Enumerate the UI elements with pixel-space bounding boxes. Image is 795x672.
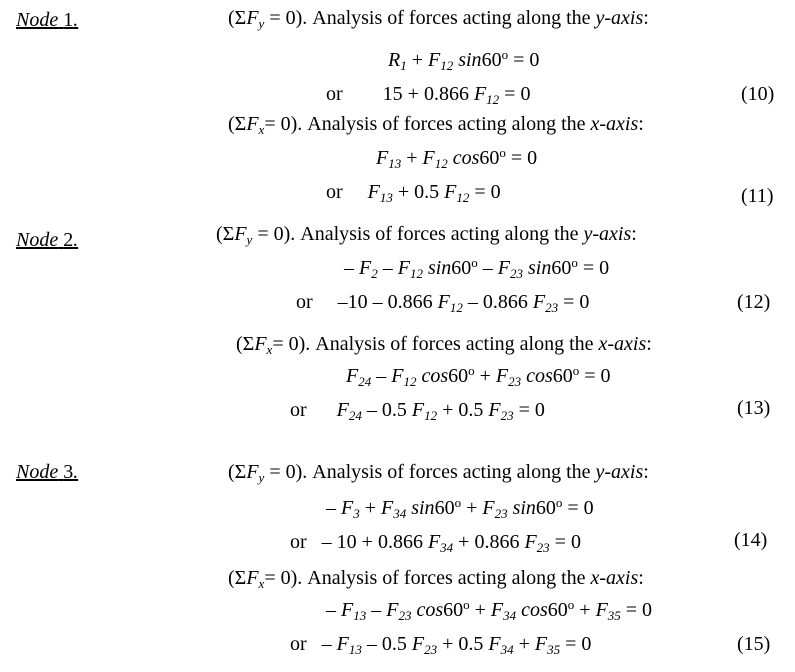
equation-number-14: (14) bbox=[734, 529, 768, 551]
node-2-x-analysis: $(\Sigma F_x= 0)$. Analysis of forces acting along the x-axis: bbox=[236, 333, 652, 357]
equation-node-2-y: – $F_2 - F_{12}$ $\sin 60^o - F_{23}$ $\sin 60^o = 0$ bbox=[344, 255, 610, 281]
equation-node-1-y-numeric: or 15 + 0.866 $F_{12} = 0$ bbox=[326, 83, 531, 107]
equation-number-11: (11) bbox=[741, 185, 774, 207]
equation-number-12: (12) bbox=[737, 291, 771, 313]
node-2-y-analysis: $(\Sigma F_y = 0)$. Analysis of forces acting along the y-axis: bbox=[216, 223, 637, 247]
node-1-x-analysis: $(\Sigma F_x= 0)$. Analysis of forces acting along the x-axis: bbox=[228, 113, 644, 137]
equation-node-2-y-numeric: or –10 – 0.866 $F_{12} - 0.866$ $F_{23} = 0$ bbox=[296, 291, 590, 315]
equation-node-3-x: – $F_{13} - F_{23}$ $\cos 60^o + F_{34}$ $\cos 60^o + F_{35} = 0$ bbox=[326, 597, 653, 623]
node-2-heading: Node 2. bbox=[16, 229, 79, 251]
equation-node-2-x-numeric: or $F_{24} - 0.5$ $F_{12} + 0.5$ $F_{23} = 0$ bbox=[290, 399, 545, 423]
node-3-heading: Node 3. bbox=[16, 461, 79, 483]
equation-number-10: (10) bbox=[741, 83, 775, 105]
equation-node-1-y: $R_1 + F_{12}$ $\sin 60^o = 0$ bbox=[388, 47, 540, 73]
equation-number-13: (13) bbox=[737, 397, 771, 419]
equation-node-3-x-numeric: or – $F_{13} - 0.5$ $F_{23} + 0.5$ $F_{34} + F_{35} = 0$ bbox=[290, 633, 592, 657]
node-3-x-analysis: $(\Sigma F_x= 0)$. Analysis of forces acting along the x-axis: bbox=[228, 567, 644, 591]
node-1-heading: Node 1. bbox=[16, 9, 79, 31]
equation-node-1-x: $F_{13} + F_{12}$ $\cos 60^o = 0$ bbox=[376, 145, 538, 171]
node-1-y-analysis: $(\Sigma F_y = 0)$. Analysis of forces acting along the y-axis: bbox=[228, 7, 649, 31]
equation-node-3-y: – $F_3 + F_{34}$ $\sin 60^o + F_{23}$ $\sin 60^o = 0$ bbox=[326, 495, 594, 521]
equation-node-1-x-numeric: or $F_{13} + 0.5$ $F_{12} = 0$ bbox=[326, 181, 501, 205]
equation-node-2-x: $F_{24} - F_{12}$ $\cos 60^o + F_{23}$ $\cos 60^o = 0$ bbox=[346, 363, 611, 389]
node-3-y-analysis: $(\Sigma F_y = 0)$. Analysis of forces acting along the y-axis: bbox=[228, 461, 649, 485]
equation-node-3-y-numeric: or – 10 + 0.866 $F_{34} + 0.866$ $F_{23} = 0$ bbox=[290, 531, 581, 555]
equation-number-15: (15) bbox=[737, 633, 771, 655]
